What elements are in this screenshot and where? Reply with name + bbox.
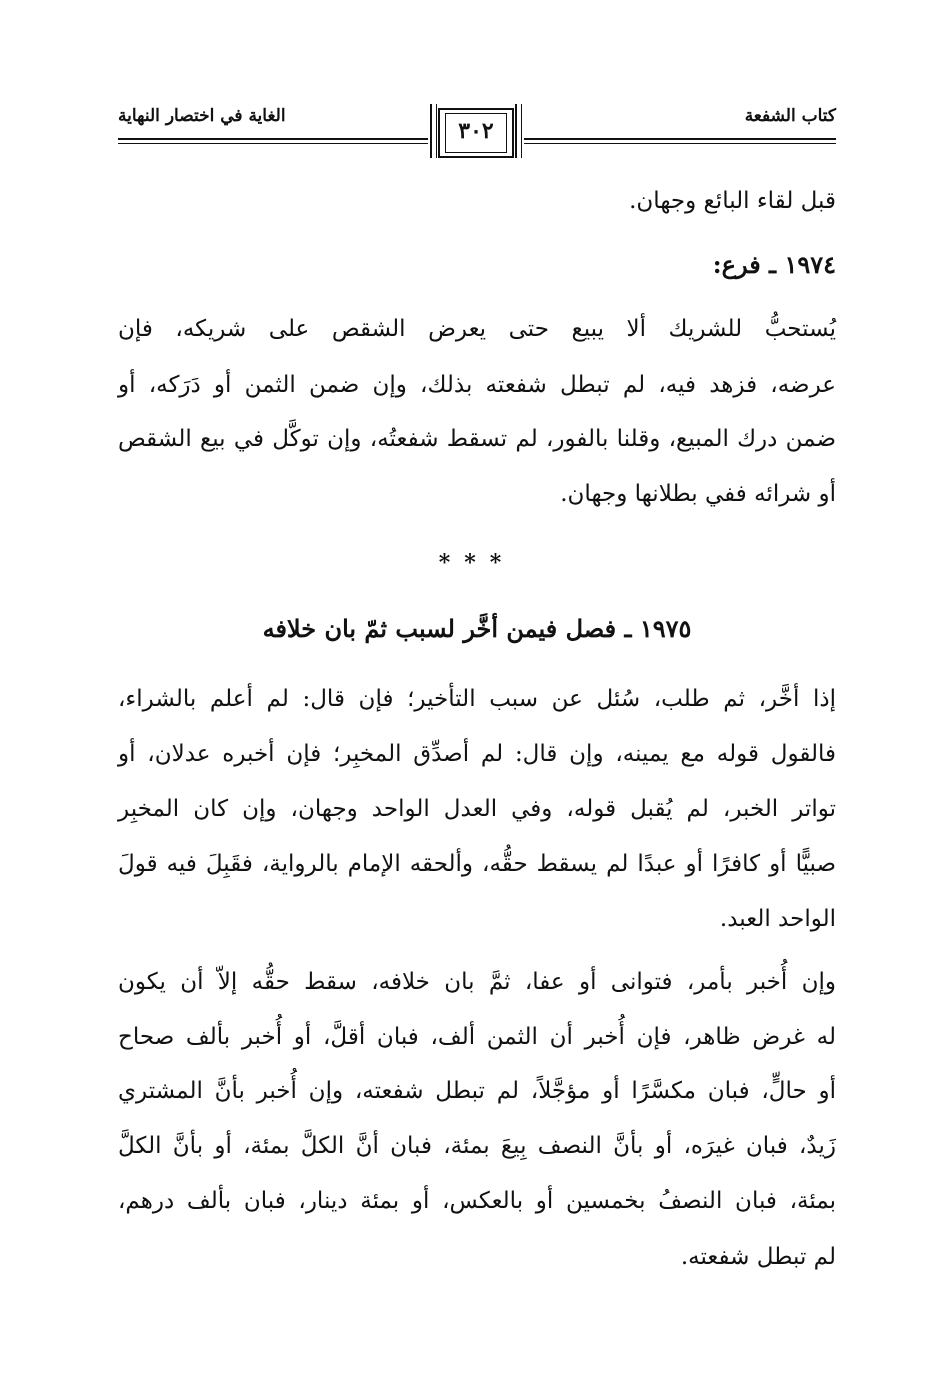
text-line: زَيدٌ، فبان غيرَه، أو بأنَّ النصف بِيعَ بمئة، فبان أنَّ الكلَّ بمئة، أو بأنَّ الكلَّ — [118, 1133, 836, 1159]
page-body — [118, 0, 836, 1385]
text-line: أو حالٍّ، فبان مكسَّرًا أو مؤجَّلاً، لم تبطل شفعته، وإن أُخبر بأنَّ المشتري — [118, 1078, 836, 1104]
section-heading: ١٩٧٥ ـ فصل فيمن أخَّر لسبب ثمّ بان خلافه — [262, 614, 692, 643]
text-line: إذا أخَّر، ثم طلب، سُئل عن سبب التأخير؛ فإن قال: لم أعلم بالشراء، — [118, 686, 836, 712]
text-line: له غرض ظاهر، فإن أُخبر أن الثمن ألف، فبان أقلَّ، أو أُخبر بألف صحاح — [118, 1024, 836, 1050]
text-line: فالقول قوله مع يمينه، وإن قال: لم أصدِّق المخبِر؛ فإن أخبره عدلان، أو — [118, 741, 836, 767]
text-line: بمئة، فبان النصفُ بخمسين أو بالعكس، أو بمئة دينار، فبان بألف درهم، — [118, 1188, 836, 1214]
text-line: لم تبطل شفعته. — [680, 1244, 836, 1270]
text-line: الواحد العبد. — [719, 906, 836, 932]
text-line: تواتر الخبر، لم يُقبل قوله، وفي العدل الواحد وجهان، وإن كان المخبِر — [118, 796, 837, 822]
text-line: ضمن درك المبيع، وقلنا بالفور، لم تسقط شفعتُه، وإن توكَّل في بيع الشقص — [118, 426, 836, 452]
page-number: ٣٠٢ — [458, 118, 494, 144]
text-line: صبيًّا أو كافرًا أو عبدًا لم يسقط حقُّه، وألحقه الإمام بالرواية، فقَبِلَ فيه قولَ — [118, 851, 836, 877]
branch-heading: ١٩٧٤ ـ فرع: — [712, 250, 836, 279]
running-header-title: الغاية في اختصار النهاية — [118, 106, 286, 126]
running-header-section: كتاب الشفعة — [744, 106, 836, 126]
text-line: يُستحبُّ للشريك ألا يبيع حتى يعرض الشقص على شريكه، فإن — [118, 316, 836, 342]
section-separator: *** — [438, 550, 516, 576]
text-line: وإن أُخبر بأمر، فتوانى أو عفا، ثمَّ بان خلافه، سقط حقُّه إلاّ أن يكون — [118, 969, 836, 995]
text-line: عرضه، فزهد فيه، لم تبطل شفعته بذلك، وإن ضمن الثمن أو دَرَكه، أو — [118, 372, 836, 398]
text-line: قبل لقاء البائع وجهان. — [629, 188, 836, 214]
text-line: أو شرائه ففي بطلانها وجهان. — [560, 481, 836, 507]
